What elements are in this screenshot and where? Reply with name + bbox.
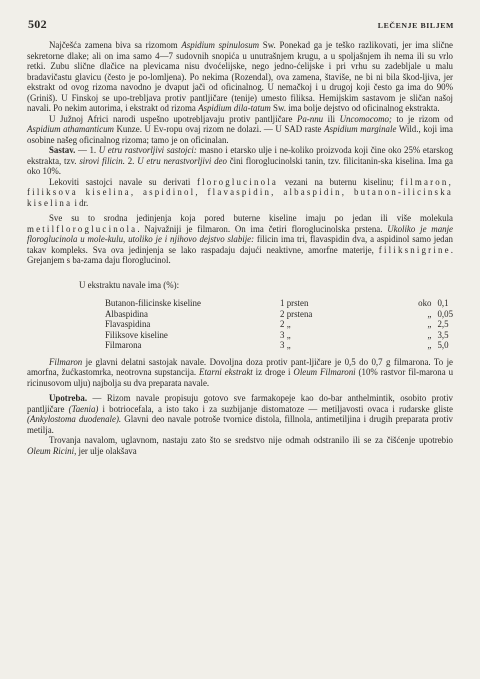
percent-value: 0,05 bbox=[437, 308, 453, 319]
compound-name: Albaspidina bbox=[105, 308, 148, 319]
composition-table bbox=[105, 298, 453, 351]
compound-name: Filmarona bbox=[105, 340, 142, 350]
approx-marker: oko bbox=[418, 298, 432, 308]
approx-marker: „ bbox=[427, 340, 432, 350]
percent-value: 5,0 bbox=[437, 340, 449, 350]
table-row bbox=[105, 298, 453, 309]
ring-count: 3 „ bbox=[280, 329, 291, 340]
paragraph-sastav: Sastav. — 1. U etru rastvorljivi sastojci: masno i etarsko ulje i ne-koliko proizvoda koji čine oko 25% etarskog ekstrakta, tzv. sirovi filicin. 2. U etru nerastvorljivi deo čini floroglucinolski tanin, tzv. filicitanin-ska kiselina. Ima ga oko 10%. bbox=[27, 145, 453, 176]
running-head: LEČENJE BILJEM bbox=[377, 21, 454, 30]
paragraph-substitution: Najčešća zamena biva sa rizomom Aspidium spinulosum Sw. Ponekad ga je teško razlikovati, jer ima slične sekretorne dlake; ali on ima samo 4—7 sudovnih snopića u unutrašnjem krugu, a u spoljašnjem ih nema ili su vrlo retki. Zubu slične dlačice na plevicama nisu dvoćelijske, nego jedno-ćelijske i pri vrhu su zadebljale u malu bradavičastu glavicu (često je po-lomljena). Po nekima (Rozendal), ova zamena, štaviše, ne bi ni bila škod-ljiva, jer ekstrakt od ovog rizoma navodno je dvaput jači od oficinalnog. U nemačkoj i u drugoj koji često ga ima do 90% (Griniš). U Finskoj se upo-trebljava protiv pantljičare (tenije) umesto filiksa. Hemijskim sastavom je sličan našoj navali. Po nekim autorima, i ekstrakt od rizoma Aspidium dila-tatum Sw. ima bolje dejstvo od oficinalnog ekstrakta. bbox=[27, 40, 453, 113]
ring-count: 2 prstena bbox=[280, 308, 313, 319]
table-row bbox=[105, 330, 453, 341]
paragraph-active-ingredients: Lekoviti sastojci navale su derivati floroglucinola vezani na buternu kiselinu; filmaron, filiksova kiselina, aspidinol, flavaspidin, albaspidin, butanon-ilicinska kiselina i dr. bbox=[27, 176, 453, 208]
table-row bbox=[105, 309, 453, 320]
page-number: 502 bbox=[28, 17, 47, 31]
percent-value: 0,1 bbox=[437, 298, 449, 308]
compound-name: Filiksove kiseline bbox=[105, 329, 168, 340]
ring-count: 2 „ bbox=[280, 319, 291, 329]
ring-count: 1 prsten bbox=[280, 298, 309, 308]
compound-name: Flavaspidina bbox=[105, 319, 151, 329]
compound-name: Butanon-filicinske kiseline bbox=[105, 298, 201, 308]
table-caption: U ekstraktu navale ima (%): bbox=[79, 279, 180, 290]
paragraph-poisoning: Trovanja navalom, uglavnom, nastaju zato što se sredstvo nije odmah odstranilo ili se za čišćenje upotrebio Oleum Ricini, jer ulje olakšava bbox=[27, 435, 453, 456]
approx-marker: „ bbox=[427, 308, 432, 319]
paragraph-compounds: Sve su to srodna jedinjenja koja pored buterne kiseline imaju po jedan ili više molekula metilfloroglucinola. Najvažniji je filmaron. On ima četiri floroglucinolska prstena. Ukoliko je manje floroglucinola u mole-kulu, utoliko je i njihovo dejstvo slabije: filicin ima tri, flavaspidin dva, a aspidinol samo jedan takav kompleks. Sva ova jedinjenja se lako raspadaju dajući neaktivne, amorfne materije, filiksnigrine. Grejanjem s ba-zama daju floroglucinol. bbox=[27, 213, 453, 265]
paragraph-upotreba: Upotreba. — Rizom navale propisuju gotovo sve farmakopeje kao do-bar anthelmintik, osobito protiv pantljičare (Taenia) i botriocefala, a isto tako i za suzbijanje distomatoze — metiljavosti ovaca i rudarske gliste (Ankylostoma duodenale). Glavni deo navale potroše tvornice distola, fillnola, antimetiljina i drugih preparata protiv metilja. bbox=[27, 393, 453, 435]
ring-count: 3 „ bbox=[280, 340, 291, 350]
paragraph-africa: U Južnoj Africi narodi uspešno upotrebljavaju protiv pantljičare Pa-nnu ili Uncomocomo; to je rizom od Aspidium athamanticum Kunze. U Ev-ropu ovaj rizom ne dolazi. — U SAD raste Aspidium marginale Wild., koji ima osobine našeg oficinalnog rizoma; tamo je on oficinalan. bbox=[27, 113, 454, 145]
page-header bbox=[28, 17, 454, 32]
percent-value: 3,5 bbox=[437, 329, 449, 340]
section-heading-upotreba: Upotreba. bbox=[49, 393, 88, 403]
percent-value: 2,5 bbox=[437, 319, 449, 329]
table-row bbox=[105, 340, 453, 351]
page-body bbox=[27, 40, 453, 456]
paragraph-filmaron: Filmaron je glavni delatni sastojak navale. Dovoljna doza protiv pant-ljičare je 0,5 do 0,7 g filmarona. To je amorfna, žućkastomrka, neotrovna supstancija. Etarni ekstrakt iz droge i Oleum Filmaroni (10% rastvor fil-marona u ricinusovom ulju) najbolja su dva preparata navale. bbox=[27, 356, 454, 388]
table-row bbox=[105, 319, 453, 330]
approx-marker: „ bbox=[427, 329, 432, 340]
section-heading-sastav: Sastav. bbox=[49, 145, 76, 155]
approx-marker: „ bbox=[427, 319, 432, 329]
